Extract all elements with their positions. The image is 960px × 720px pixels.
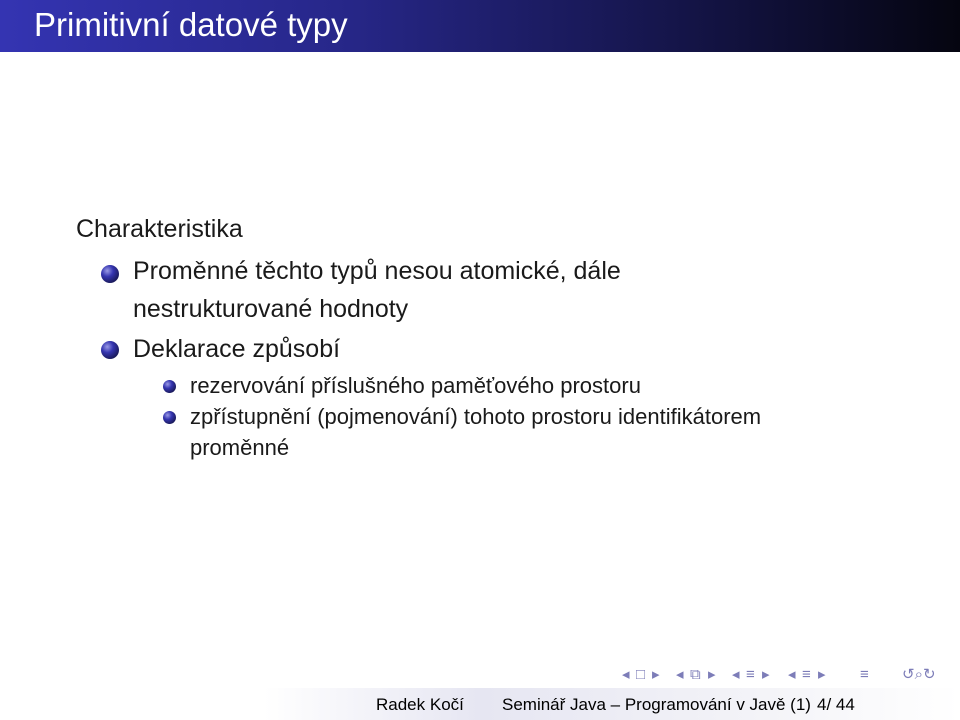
nav-subsection-icon[interactable]: ⧉ <box>690 666 701 683</box>
nav-section-icon[interactable]: ≡ <box>802 666 811 683</box>
nav-prev-frame-icon[interactable]: ◂ <box>622 666 630 683</box>
footer-talk-title: Seminář Java – Programování v Javě (1) <box>502 695 811 714</box>
block-title: Charakteristika <box>76 215 243 243</box>
bullet-icon <box>101 341 119 359</box>
nav-next-section-icon[interactable]: ▸ <box>818 666 826 683</box>
sub-list-item-line: rezervování příslušného paměťového prostoru <box>190 373 641 398</box>
bullet-icon <box>101 265 119 283</box>
nav-align-icon[interactable]: ≡ <box>860 666 869 683</box>
list-item <box>133 252 833 328</box>
nav-search-icon[interactable]: ↺⌕↻ <box>902 666 936 683</box>
title-bar <box>0 0 960 52</box>
sub-list-item <box>190 401 910 463</box>
nav-prev-section-icon[interactable]: ◂ <box>732 666 740 683</box>
footer <box>0 688 960 720</box>
nav-frame-icon[interactable]: □ <box>636 666 646 683</box>
footer-author: Radek Kočí <box>376 695 464 714</box>
nav-prev-section-icon[interactable]: ◂ <box>788 666 796 683</box>
nav-next-frame-icon[interactable]: ▸ <box>652 666 660 683</box>
list-item-line: Proměnné těchto typů nesou atomické, dále <box>133 257 621 285</box>
slide-title: Primitivní datové typy <box>34 6 348 43</box>
nav-section-icon[interactable]: ≡ <box>746 666 755 683</box>
footer-page-number: 4/ 44 <box>817 695 855 714</box>
sub-list-item-line: zpřístupnění (pojmenování) tohoto prostoru identifikátorem <box>190 404 762 429</box>
list-item-line: Deklarace způsobí <box>133 335 341 363</box>
footer-left-panel <box>0 688 480 720</box>
nav-next-section-icon[interactable]: ▸ <box>762 666 770 683</box>
list-item <box>133 330 833 368</box>
navigation-bar <box>618 664 958 686</box>
nav-next-subsection-icon[interactable]: ▸ <box>708 666 716 683</box>
sub-list-item <box>190 370 910 401</box>
sub-bullet-icon <box>163 380 176 393</box>
sub-list-item-line: proměnné <box>190 435 290 460</box>
sub-bullet-icon <box>163 411 176 424</box>
nav-prev-subsection-icon[interactable]: ◂ <box>676 666 684 683</box>
list-item-line: nestrukturované hodnoty <box>133 295 409 323</box>
